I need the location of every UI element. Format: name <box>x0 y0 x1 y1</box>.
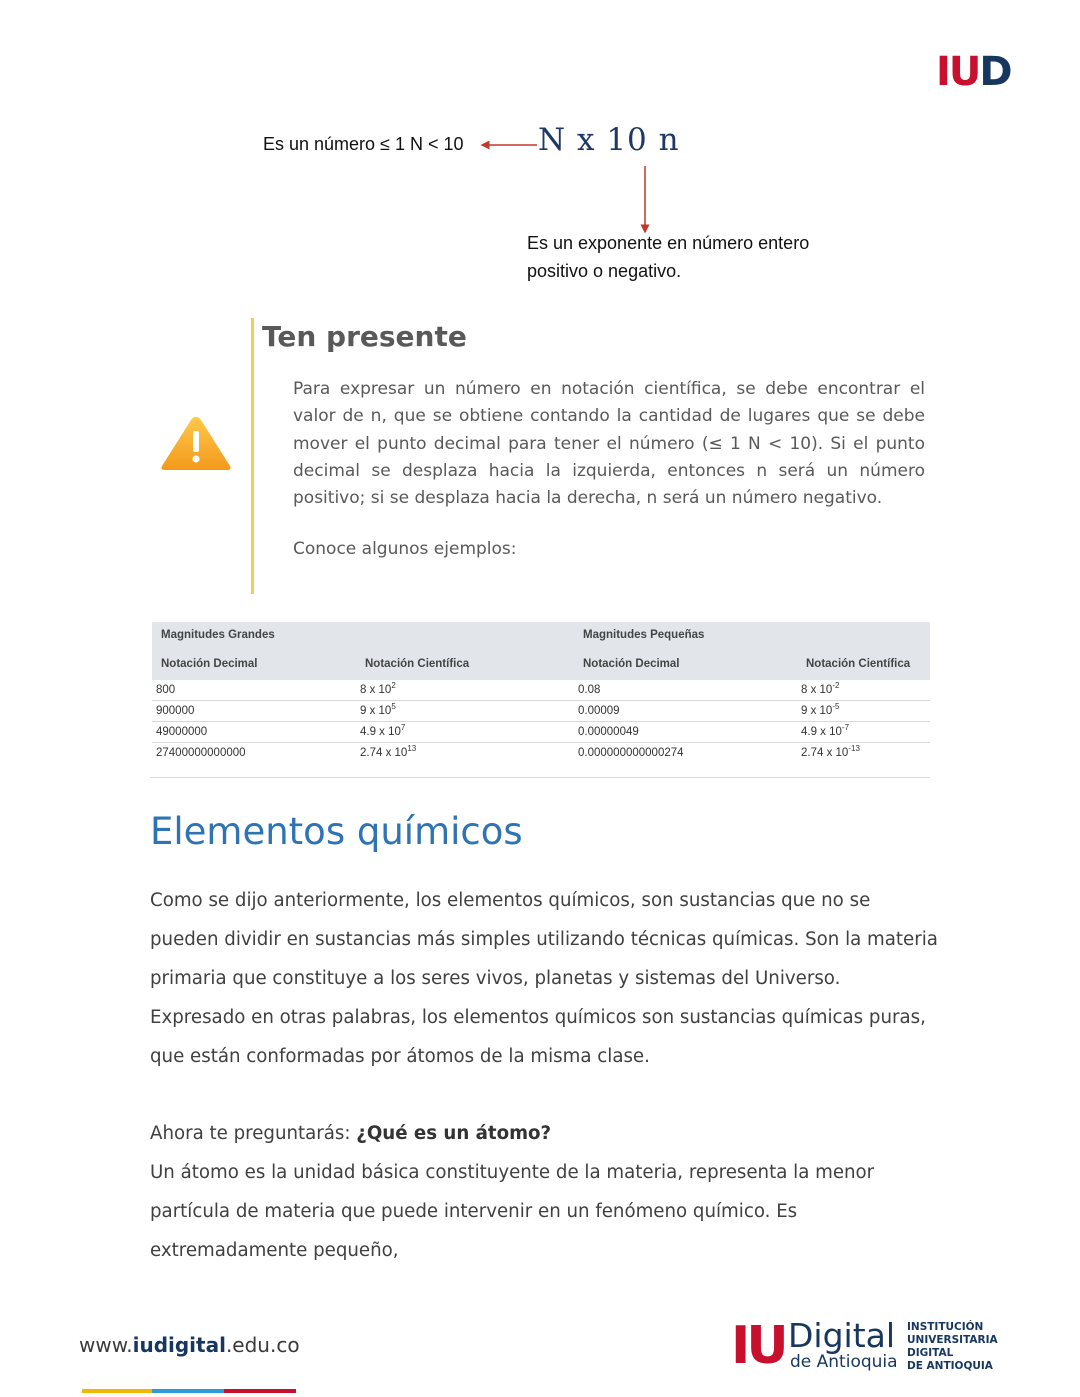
warning-icon <box>160 414 232 477</box>
footer-logo-digital: Digital <box>788 1316 896 1355</box>
col-header-scientific-large: Notación Científica <box>365 658 470 670</box>
cell-scientific-small: 2.74 x $10^{-13}$ <box>801 744 860 759</box>
note-bar <box>251 318 254 594</box>
cell-decimal-small: 0.000000000000274 <box>578 747 684 759</box>
cell-scientific-small: 9 x $10^{-5}$ <box>801 702 840 717</box>
note-title: Ten presente <box>262 320 467 353</box>
footer-line-blue <box>152 1389 224 1393</box>
cell-decimal-small: 0.00009 <box>578 705 620 717</box>
footer-url[interactable]: www.iudigital.edu.co <box>79 1333 300 1357</box>
atom-definition: Un átomo es la unidad básica constituyente de la materia, representa la menor partícula de materia que puede intervenir en un fenómeno químico. Es extremadamente pequeño, <box>150 1161 875 1261</box>
note-examples-label: Conoce algunos ejemplos: <box>293 539 517 559</box>
table-row <box>152 743 930 763</box>
cell-decimal-large: 900000 <box>156 705 195 717</box>
paragraph-elements: Como se dijo anteriormente, los elementos químicos, son sustancias que no se pueden dividir en sustancias más simples utilizando técnicas químicas. Son la materia primaria que constituye a los seres vivos, planetas y sistemas del Universo. Expresado en otras palabras, los elementos químicos son sustancias químicas puras, que están conformadas por átomos de la misma clase. <box>150 890 938 1067</box>
table-group-header-row <box>152 622 930 651</box>
col-header-decimal-large: Notación Decimal <box>161 658 258 670</box>
cell-scientific-large: 4.9 x $10^7$ <box>360 723 406 738</box>
group-header-large: Magnitudes Grandes <box>161 629 275 641</box>
col-header-decimal-small: Notación Decimal <box>583 658 680 670</box>
table-header <box>152 622 930 680</box>
formula-left-label: Es un número ≤ 1 N < 10 <box>263 134 464 154</box>
cell-scientific-large: 2.74 x $10^{13}$ <box>360 744 417 759</box>
cell-decimal-large: 27400000000000 <box>156 747 246 759</box>
cell-decimal-small: 0.00000049 <box>578 726 639 738</box>
cell-scientific-small: 8 x $10^{-2}$ <box>801 681 840 696</box>
footer-logo-iu: IU <box>731 1316 785 1376</box>
notation-table <box>152 622 930 763</box>
iud-logo: IUD <box>936 49 1011 95</box>
formula-expression: N x 10 n <box>538 122 680 158</box>
table-row <box>152 680 930 701</box>
footer-line-red <box>224 1389 296 1393</box>
col-header-scientific-small: Notación Científica <box>806 658 911 670</box>
cell-scientific-large: 8 x $10^2$ <box>360 681 396 696</box>
question-text: ¿Qué es un átomo? <box>356 1123 552 1144</box>
footer-institution-name: INSTITUCIÓN UNIVERSITARIA DIGITAL DE ANTIOQUIA <box>907 1321 998 1372</box>
question-lead: Ahora te preguntarás: <box>150 1123 357 1144</box>
cell-decimal-small: 0.08 <box>578 684 601 696</box>
cell-scientific-small: 4.9 x $10^{-7}$ <box>801 723 850 738</box>
cell-decimal-large: 800 <box>156 684 176 696</box>
formula-bottom-label: Es un exponente en número entero positivo o negativo. <box>527 233 810 281</box>
footer-line-yellow <box>82 1389 152 1393</box>
cell-decimal-large: 49000000 <box>156 726 208 738</box>
table-bottom-rule <box>150 777 930 778</box>
group-header-small: Magnitudes Pequeñas <box>583 629 705 641</box>
footer-logo-de-antioquia: de Antioquia <box>790 1352 898 1372</box>
table-row <box>152 701 930 722</box>
paragraph-atom <box>150 1115 940 1271</box>
cell-scientific-large: 9 x $10^5$ <box>360 702 396 717</box>
section-title: Elementos químicos <box>150 810 523 853</box>
table-column-header-row <box>152 651 930 680</box>
note-text: Para expresar un número en notación científica, se debe encontrar el valor de n, que se obtiene contando la cantidad de lugares que se debe mover el punto decimal para tener el número (≤ 1 N < 10). Si el punto decimal se desplaza hacia la izquierda, entonces n será un número positivo; si se desplaza hacia la derecha, n será un número negativo. <box>293 379 925 509</box>
table-row <box>152 722 930 743</box>
